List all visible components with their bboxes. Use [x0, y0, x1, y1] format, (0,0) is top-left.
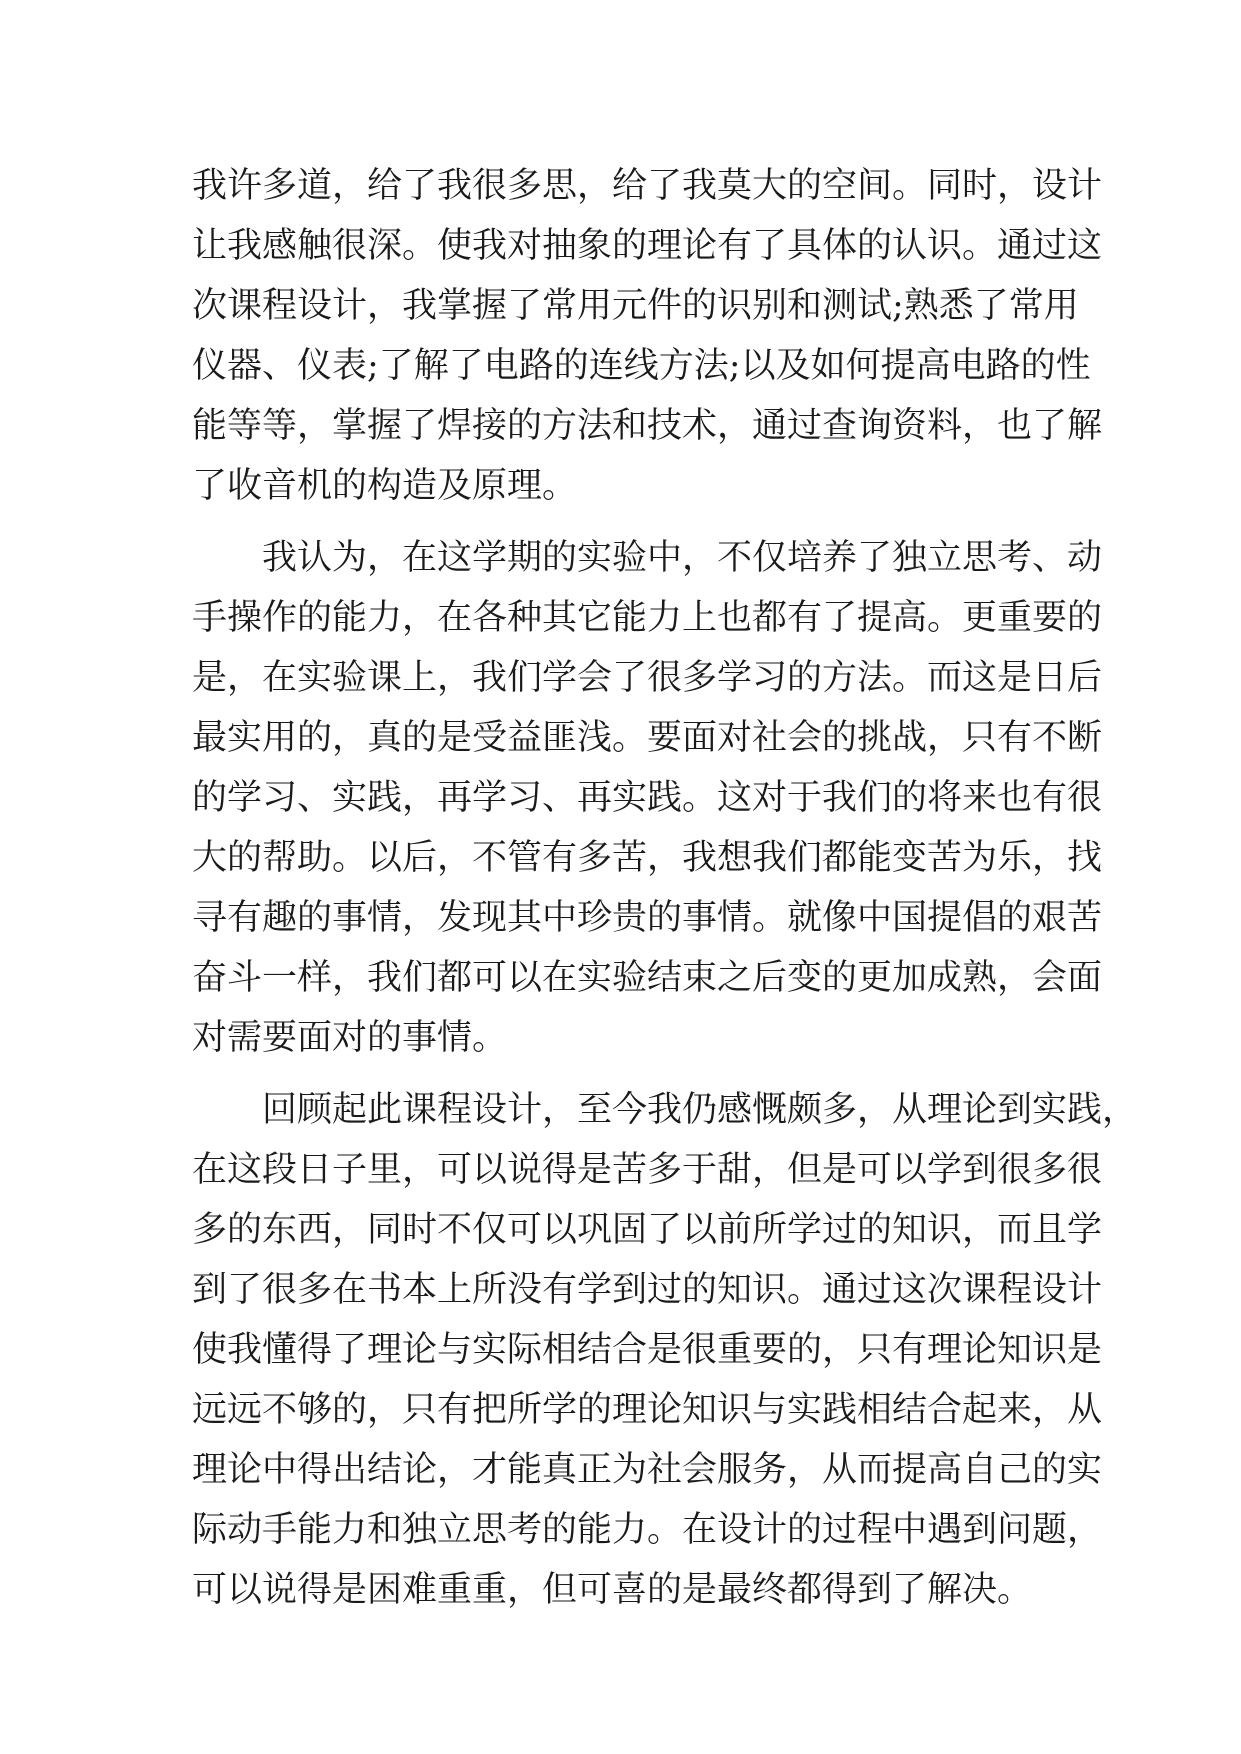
text-line: 次课程设计，我掌握了常用元件的识别和测试;熟悉了常用 — [192, 286, 1079, 326]
text-line: 在这段日子里，可以说得是苦多于甜，但是可以学到很多很 — [192, 1150, 1103, 1190]
text-line: 到了很多在书本上所没有学到过的知识。通过这次课程设计 — [192, 1270, 1103, 1310]
paragraph-3 — [192, 1080, 1138, 1620]
text-line: 多的东西，同时不仅可以巩固了以前所学过的知识，而且学 — [192, 1210, 1103, 1250]
text-line: 我许多道，给了我很多思，给了我莫大的空间。同时，设计 — [192, 166, 1103, 206]
text-line: 可以说得是困难重重，但可喜的是最终都得到了解决。 — [192, 1570, 1033, 1610]
paragraph-2 — [192, 528, 1103, 1068]
text-line: 使我懂得了理论与实际相结合是很重要的，只有理论知识是 — [192, 1330, 1103, 1370]
text-line: 我认为，在这学期的实验中，不仅培养了独立思考、动 — [262, 538, 1103, 578]
text-line: 理论中得出结论，才能真正为社会服务，从而提高自己的实 — [192, 1450, 1103, 1490]
text-line: 回顾起此课程设计，至今我仍感慨颇多，从理论到实践， — [262, 1090, 1138, 1130]
text-line: 的学习、实践，再学习、再实践。这对于我们的将来也有很 — [192, 778, 1103, 818]
text-line: 最实用的，真的是受益匪浅。要面对社会的挑战，只有不断 — [192, 718, 1103, 758]
body-text — [192, 156, 1138, 1620]
text-line: 大的帮助。以后，不管有多苦，我想我们都能变苦为乐，找 — [192, 838, 1103, 878]
text-line: 寻有趣的事情，发现其中珍贵的事情。就像中国提倡的艰苦 — [192, 898, 1103, 938]
text-line: 能等等，掌握了焊接的方法和技术，通过查询资料，也了解 — [192, 406, 1103, 446]
text-line: 仪器、仪表;了解了电路的连线方法;以及如何提高电路的性 — [192, 346, 1091, 386]
paragraph-1 — [192, 156, 1103, 516]
text-line: 远远不够的，只有把所学的理论知识与实践相结合起来，从 — [192, 1390, 1103, 1430]
text-line: 了收音机的构造及原理。 — [192, 466, 578, 506]
text-line: 对需要面对的事情。 — [192, 1018, 508, 1058]
text-line: 是，在实验课上，我们学会了很多学习的方法。而这是日后 — [192, 658, 1103, 698]
text-line: 手操作的能力，在各种其它能力上也都有了提高。更重要的 — [192, 598, 1103, 638]
text-line: 让我感触很深。使我对抽象的理论有了具体的认识。通过这 — [192, 226, 1103, 266]
text-line: 际动手能力和独立思考的能力。在设计的过程中遇到问题， — [192, 1510, 1103, 1550]
text-line: 奋斗一样，我们都可以在实验结束之后变的更加成熟，会面 — [192, 958, 1103, 998]
